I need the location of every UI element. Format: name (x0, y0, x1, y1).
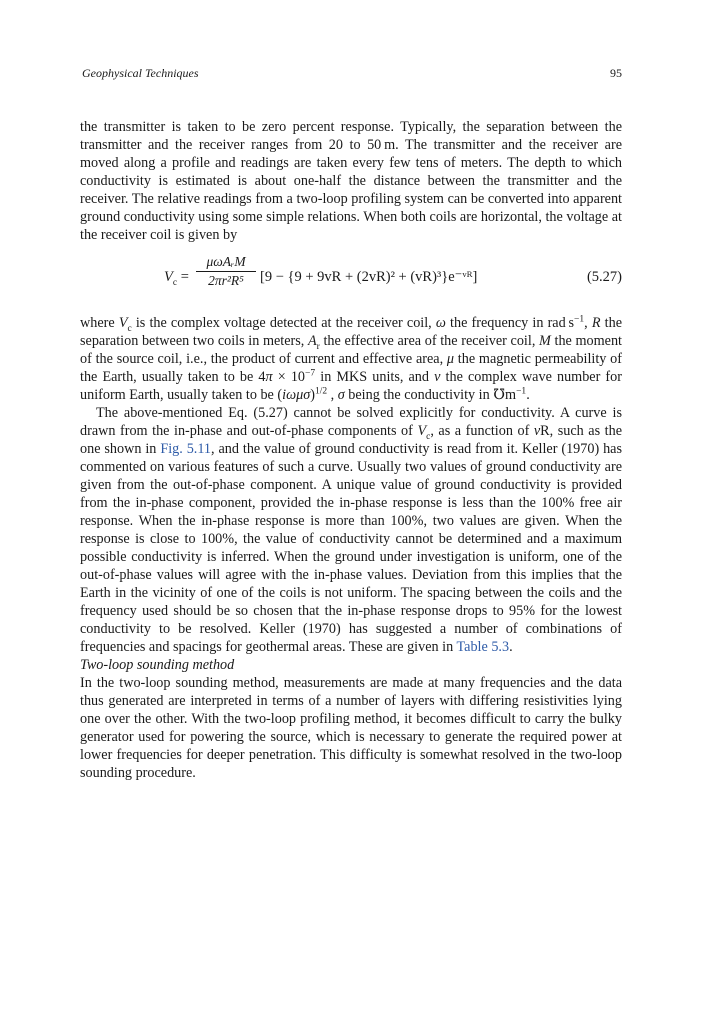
equation-lhs: $V_c$ = (164, 269, 189, 288)
equation-denominator: 2πr²R⁵ (208, 273, 244, 288)
figure-link[interactable]: Fig. 5.11 (160, 441, 212, 457)
paragraph-definitions: where $V_c$ is the complex voltage detected at the receiver coil, ω the frequency in rad $s^{-1}$, R the separation between two coils in meters, $A_r$ the effective area of the receiver coil, M the moment of the source coil, i.e., the product of current and effective area, μ the magnetic permeability of the Earth, usually taken to be $4\pi \times 10^{-7}$ in MKS units, and v the complex wave number for uniform Earth, usually taken to be $(i\omega\mu\sigma)^{1/2}$ , σ being the conductivity in $℧m^{-1}$. (80, 314, 623, 403)
page-number: 95 (610, 66, 622, 80)
body-text (80, 118, 622, 782)
paragraph-discussion: The above-mentioned Eq. (5.27) cannot be solved explicitly for conductivity. A curve is drawn from the in-phase and out-of-phase components of $V_c$, as a function of vR, such as the one shown in Fig. 5.11, and the value of ground conductivity is read from it. Keller (1970) has commented on various features of such a curve. Usually two values of ground conductivity are given from the out-of-phase component. A unique value of ground conductivity is provided from the in-phase component, provided the in-phase response is less than the 100% free air response. When the in-phase response is more than 100%, two values are given. When the response is close to 100%, the value of conductivity cannot be determined and a maximum possible conductivity is inferred. When the ground under investigation is uniform, one of the out-of-phase values will agree with the in-phase values. Deviation from this implies that the Earth in the vicinity of one of the coils is not uniform. The spacing between the coils and the frequency used should be so chosen that the in-phase response drops to 95% for the lowest conductivity to be resolved. Keller (1970) has suggested a number of combinations of frequencies and spacings for geothermal areas. These are given in Table 5.3. (80, 405, 622, 655)
paragraph-intro: the transmitter is taken to be zero percent response. Typically, the separation between the transmitter and the receiver ranges from 20 to 50 m. The transmitter and the receiver are moved along a profile and readings are taken every few tens of meters. The depth to which conductivity is estimated is about one-half the distance between the transmitter and the receiver. The relative readings from a two-loop profiling system can be converted into apparent ground conductivity using some simple relations. When both coils are horizontal, the voltage at the receiver coil is given by (80, 119, 622, 243)
equation-fraction (196, 254, 256, 290)
paragraph-sounding: In the two-loop sounding method, measurements are made at many frequencies and the data thus generated are interpreted in terms of a number of layers with differing resistivities lying one over the other. With the two-loop profiling method, it becomes difficult to carry the bulky generator used for powering the source, which is necessary to generate the required power at lower frequencies for deeper penetration. This difficulty is somewhat resolved in the two-loop sounding procedure. (80, 675, 622, 781)
table-link[interactable]: Table 5.3 (456, 639, 510, 655)
running-head (82, 66, 622, 84)
equation-number: (5.27) (586, 269, 622, 285)
section-heading: Two-loop sounding method (80, 657, 235, 673)
equation-numerator: μωAᵣM (196, 254, 256, 272)
equation-5-27 (80, 246, 622, 308)
equation-rhs: [9 − {9 + 9vR + (2vR)² + (vR)³}e⁻ᵛᴿ] (260, 269, 478, 285)
running-head-title: Geophysical Techniques (82, 66, 199, 80)
